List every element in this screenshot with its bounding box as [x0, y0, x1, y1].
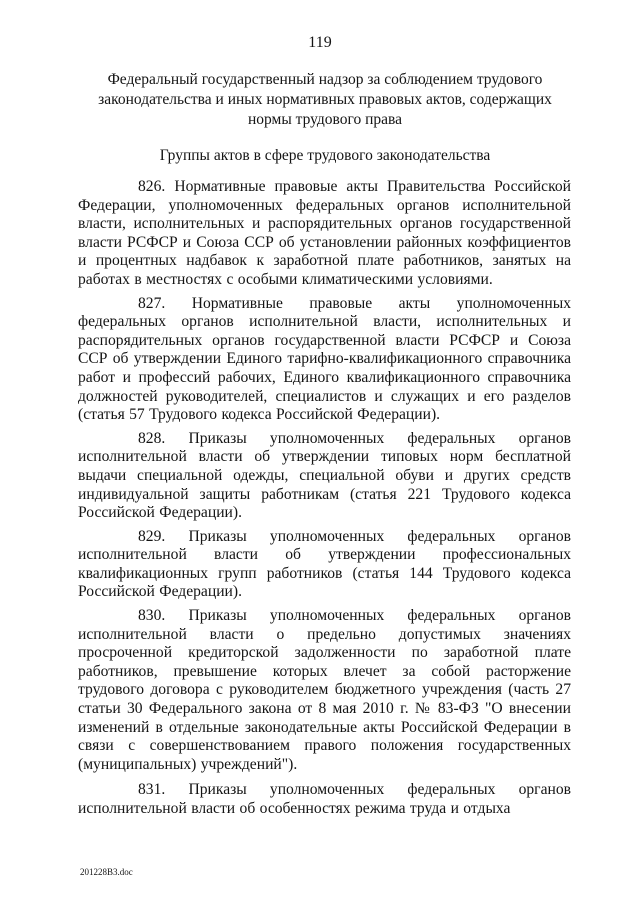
item-number: 829. [138, 527, 166, 545]
item-number: 826. [138, 178, 166, 195]
section-subheading: Группы актов в сфере трудового законодательства [159, 147, 491, 164]
list-item-828 [78, 430, 571, 523]
item-text: Нормативные правовые акты Правительства Российской Федерации, уполномоченных федеральных органов исполнительной власти, исполнительных и распорядительных органов государственной власти РСФСР и Союза ССР об установлении районных коэффициентов и процентных надбавок к заработной плате работников, занятых на работах в местностях с особыми климатическими условиями. [78, 178, 572, 288]
file-name-footer: 201228В3.doc [80, 867, 133, 877]
list-item-826 [78, 178, 571, 290]
section-heading: Федеральный государственный надзор за соблюдением трудового законодательства и иных нормативных правовых актов, содержащих нормы трудового права [98, 71, 552, 128]
item-number: 831. [138, 781, 166, 799]
item-number: 827. [138, 294, 166, 312]
page-number: 119 [308, 34, 332, 51]
list-item-831 [78, 781, 571, 818]
item-text: Приказы уполномоченных федеральных органов исполнительной власти об утверждении профессиональных квалификационных групп работников (статья 144 Трудового кодекса Российской Федерации). [78, 527, 571, 601]
item-number: 828. [138, 429, 166, 447]
item-number: 830. [138, 607, 166, 625]
item-text: Нормативные правовые акты уполномоченных федеральных органов исполнительной власти, исполнительных и распорядительных органов государственной власти РСФСР и Союза ССР об утверждении Единого тарифно-квалификационного справочника работ и профессий рабочих, Единого квалификационного справочника должностей руководителей, специалистов и служащих и его разделов (статья 57 Трудового кодекса Российской Федерации). [78, 294, 571, 424]
list-item-829 [78, 528, 571, 602]
list-item-827 [78, 295, 571, 425]
item-text: Приказы уполномоченных федеральных органов исполнительной власти об утверждении типовых норм бесплатной выдачи специальной одежды, специальной обуви и других средств индивидуальной защиты работникам (статья 221 Трудового кодекса Российской Федерации). [78, 429, 571, 522]
item-text: Приказы уполномоченных федеральных органов исполнительной власти о предельно допустимых значениях просроченной кредиторской задолженности по заработной плате работников, превышение которых влечет за собой расторжение трудового договора с руководителем бюджетного учреждения (часть 27 статьи 30 Федерального закона от 8 мая 2010 г. № 83-ФЗ "О внесении изменений в отдельные законодательные акты Российской Федерации в связи с совершенствованием правого положения государственных (муниципальных) учреждений"). [78, 607, 571, 773]
document-body [78, 178, 571, 819]
item-text: Приказы уполномоченных федеральных органов исполнительной власти об особенностях режима труда и отдыха [78, 781, 571, 817]
list-item-830 [78, 607, 571, 774]
